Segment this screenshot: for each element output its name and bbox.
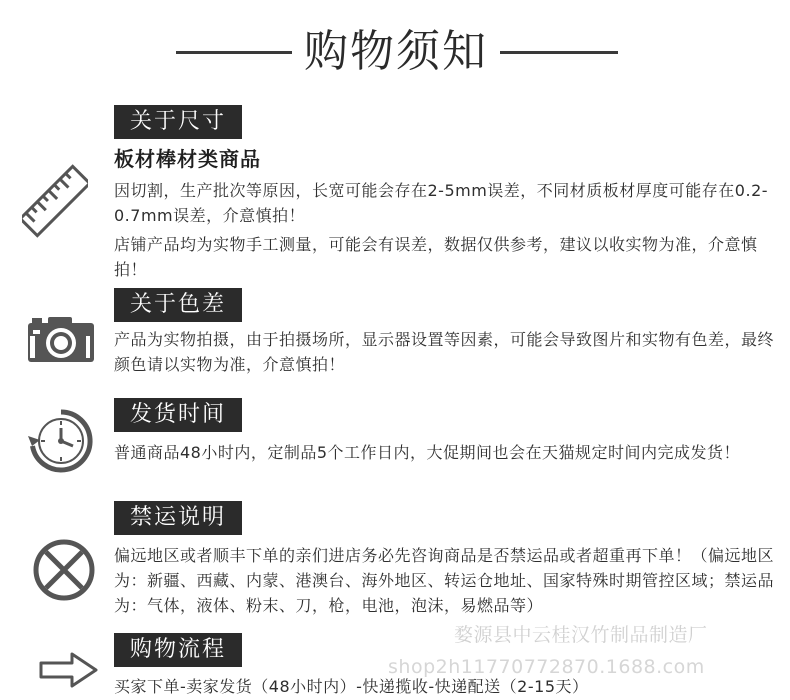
title-divider-left bbox=[176, 51, 292, 54]
clock-icon bbox=[26, 406, 96, 476]
section-paragraph: 店铺产品均为实物手工测量，可能会有误差，数据仅供参考，建议以收实物为准，介意慎拍！ bbox=[114, 235, 758, 279]
ruler-icon bbox=[22, 162, 88, 240]
arrow-right-icon bbox=[38, 650, 100, 690]
prohibited-icon bbox=[32, 538, 96, 602]
section-paragraph: 普通商品48小时内，定制品5个工作日内，大促期间也会在天猫规定时间内完成发货！ bbox=[114, 443, 741, 462]
section-label: 发货时间 bbox=[114, 398, 242, 432]
section-label: 禁运说明 bbox=[114, 501, 242, 535]
page-title: 购物须知 bbox=[304, 26, 488, 77]
section-label: 购物流程 bbox=[114, 633, 242, 667]
section-label: 关于色差 bbox=[114, 288, 242, 322]
section-paragraph: 偏远地区或者顺丰下单的亲们进店务必先咨询商品是否禁运品或者超重再下单！（偏远地区为：新疆、西藏、内蒙、港澳台、海外地区、转运仓地址、国家特殊时期管控区域；禁运品为：气体，液体、粉末、刀，枪，电池，泡沫，易燃品等） bbox=[114, 546, 775, 615]
watermark-company: 婺源县中云桂汉竹制品制造厂 bbox=[454, 624, 708, 646]
section-label: 关于尺寸 bbox=[114, 105, 242, 139]
title-divider-right bbox=[500, 51, 618, 54]
page-header bbox=[0, 22, 790, 82]
section-paragraph: 因切割，生产批次等原因，长宽可能会存在2-5mm误差，不同材质板材厚度可能存在0.2-0.7mm误差，介意慎拍！ bbox=[114, 181, 769, 225]
section-subheading: 板材棒材类商品 bbox=[114, 147, 261, 171]
section-paragraph: 买家下单-卖家发货（48小时内）-快递揽收-快递配送（2-15天） bbox=[114, 677, 589, 696]
camera-icon bbox=[26, 314, 96, 364]
section-paragraph: 产品为实物拍摄，由于拍摄场所，显示器设置等因素，可能会导致图片和实物有色差，最终颜色请以实物为准，介意慎拍！ bbox=[114, 330, 775, 374]
watermark-url: shop2h11770772870.1688.com bbox=[388, 656, 705, 678]
